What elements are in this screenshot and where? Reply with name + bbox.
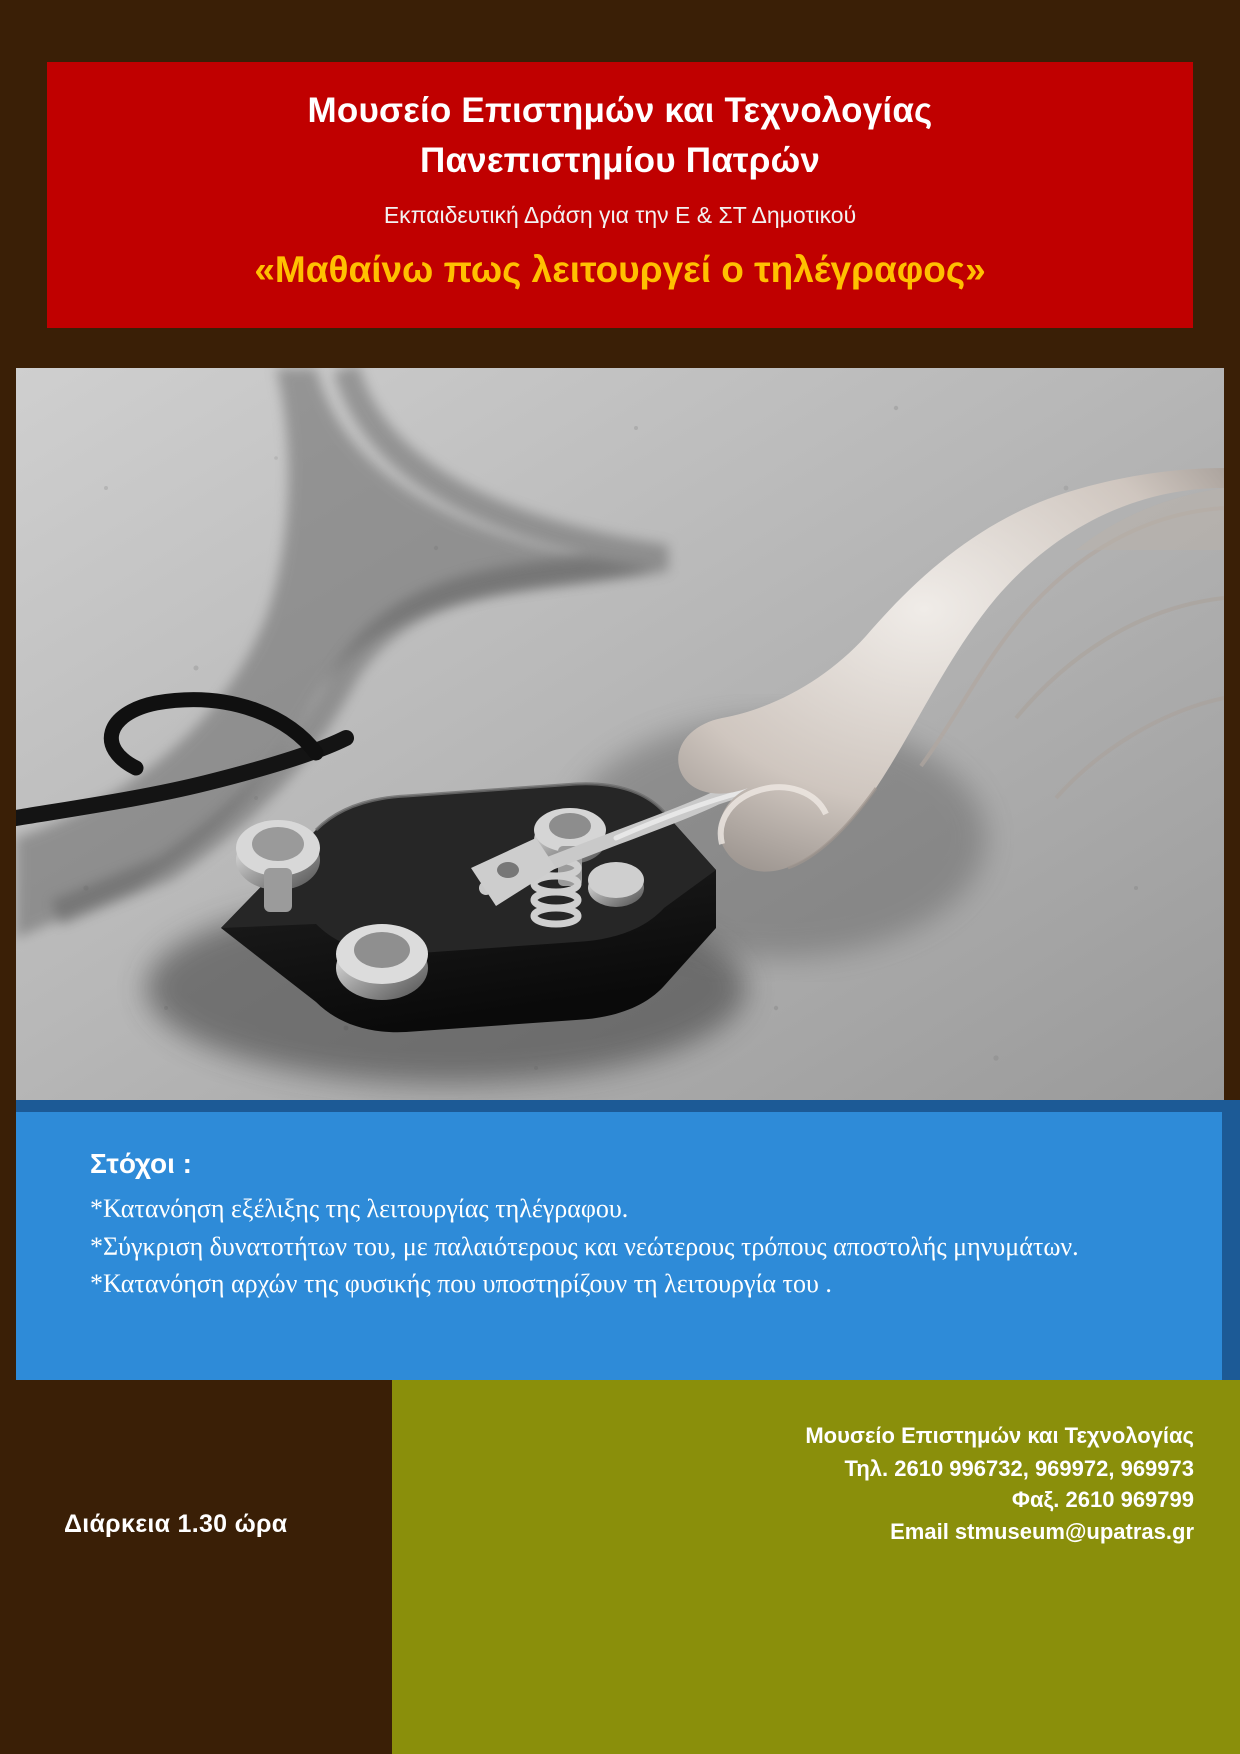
objectives-block (16, 1112, 1222, 1380)
header-quote: «Μαθαίνω πως λειτουργεί ο τηλέγραφος» (254, 249, 986, 291)
objective-item-3: *Κατανόηση αρχών της φυσικής που υποστηρίζουν τη λειτουργία του . (90, 1269, 832, 1299)
objective-item-2: *Σύγκριση δυνατοτήτων του, με παλαιότερους και νεώτερους τρόπους αποστολής μηνυμάτων. (90, 1231, 1079, 1261)
footer-left-panel (0, 1380, 392, 1754)
contact-phone: Τηλ. 2610 996732, 969972, 969973 (844, 1456, 1194, 1482)
contact-email: Email stmuseum@upatras.gr (890, 1518, 1194, 1544)
duration-label: Διάρκεια 1.30 ώρα (64, 1510, 288, 1538)
objectives-title: Στόχοι : (90, 1148, 193, 1179)
header-subtitle: Εκπαιδευτική Δράση για την Ε & ΣΤ Δημοτικού (383, 202, 857, 229)
header-title-line1: Μουσείο Επιστημών και Τεχνολογίας (307, 91, 933, 130)
footer-contact-panel (392, 1380, 1240, 1754)
contact-fax: Φαξ. 2610 969799 (1011, 1487, 1194, 1513)
objective-item-1: *Κατανόηση εξέλιξης της λειτουργίας τηλέγραφου. (90, 1194, 629, 1223)
telegraph-photo (16, 368, 1224, 1103)
header-title-line2: Πανεπιστημίου Πατρών (419, 140, 821, 180)
header-band (47, 62, 1193, 328)
contact-museum-name: Μουσείο Επιστημών και Τεχνολογίας (805, 1423, 1194, 1448)
